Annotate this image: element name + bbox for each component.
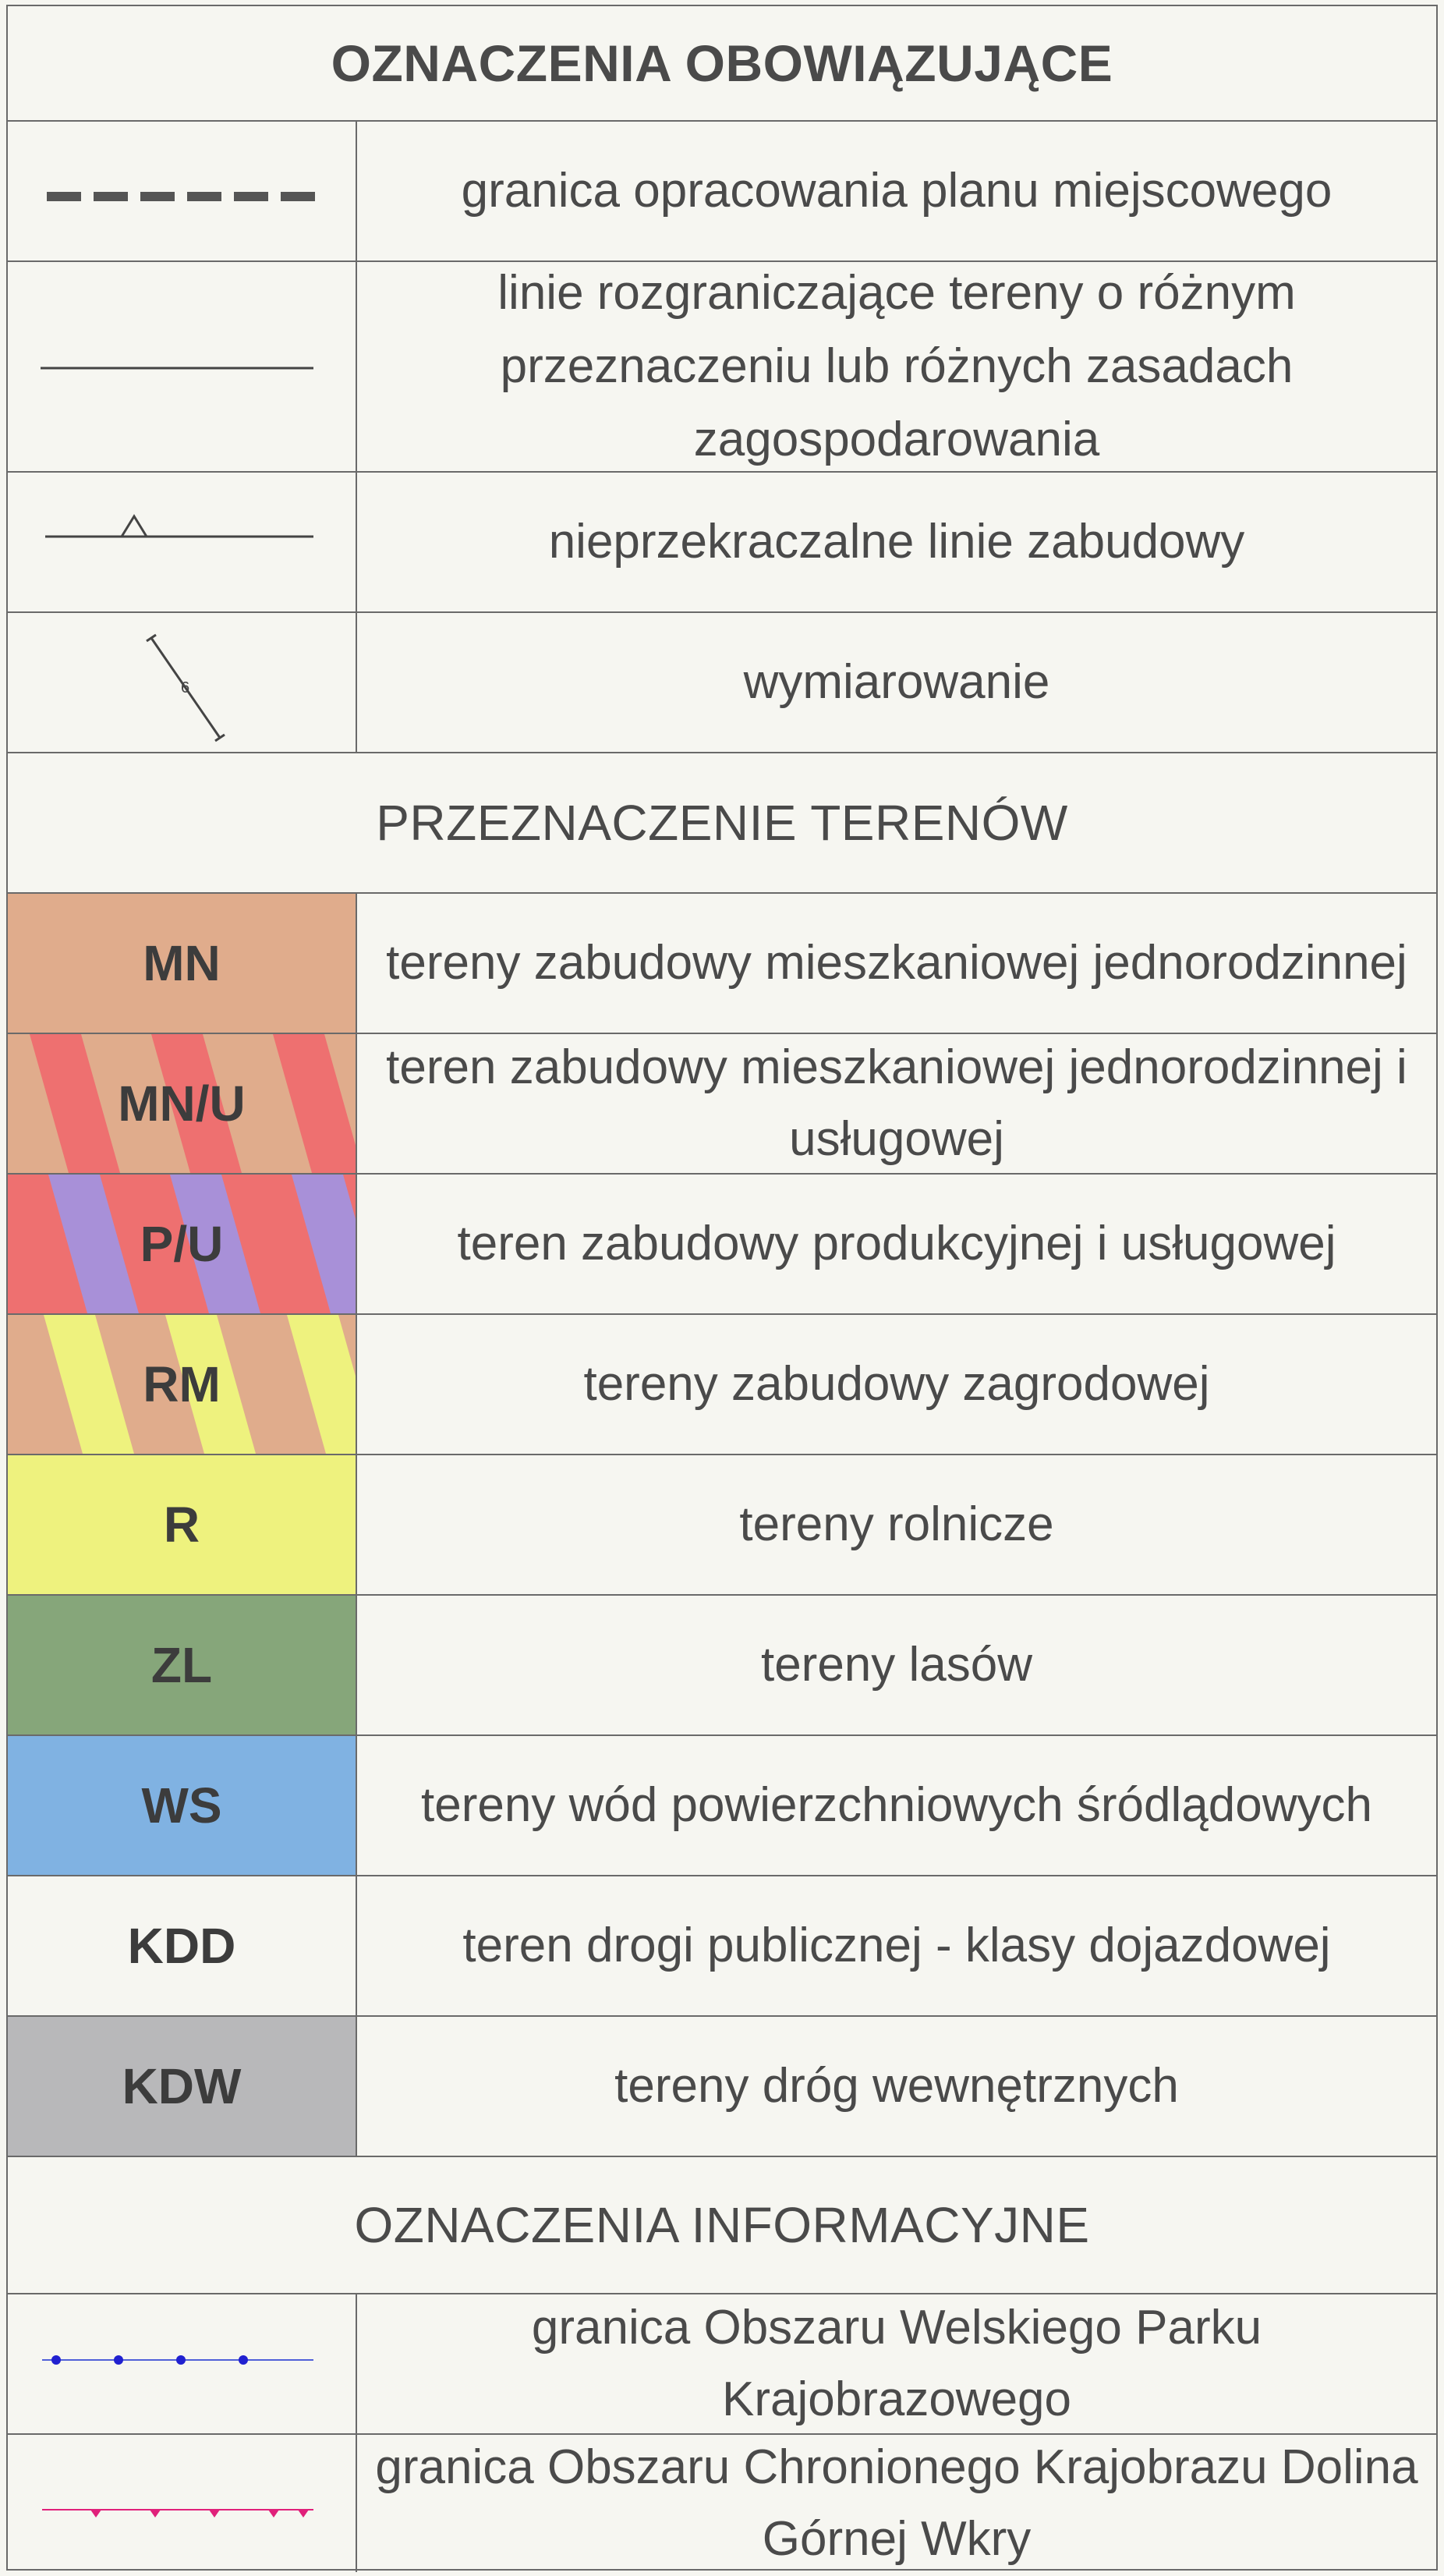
dimension-value: 6	[181, 679, 190, 696]
zone-code: P/U	[140, 1216, 224, 1272]
zone-code: KDW	[122, 2058, 242, 2114]
legend-row-zone	[8, 1876, 1436, 2017]
legend-row-zone	[8, 1455, 1436, 1596]
blue-dotted-line-icon	[8, 2294, 356, 2433]
legend-row-dividing-lines	[8, 262, 1436, 473]
legend-label: teren drogi publicznej - klasy dojazdowej	[462, 1919, 1331, 1972]
legend-row-park-boundary	[8, 2294, 1436, 2435]
legend-row-zone	[8, 1315, 1436, 1455]
symbol-cell	[8, 2435, 357, 2572]
zone-swatch	[8, 1596, 357, 1734]
symbol-cell	[8, 262, 357, 471]
building-line-triangle-icon	[8, 473, 356, 611]
legend-label: teren zabudowy produkcyjnej i usługowej	[457, 1217, 1336, 1270]
legend-row-zone	[8, 1736, 1436, 1876]
legend-label: tereny zabudowy mieszkaniowej jednorodzinnej	[386, 936, 1407, 990]
legend-row-zone	[8, 1596, 1436, 1736]
zone-code: RM	[143, 1356, 221, 1412]
legend-label: tereny wód powierzchniowych śródlądowych	[421, 1778, 1372, 1832]
zone-code: ZL	[150, 1637, 213, 1693]
legend-row-building-lines	[8, 473, 1436, 613]
zone-swatch-striped	[8, 1315, 357, 1454]
zone-code: KDD	[127, 1918, 236, 1974]
zone-swatch	[8, 1876, 357, 2015]
legend-label: linie rozgraniczające tereny o różnym przeznaczeniu lub różnych zasadach zagospodarowania	[497, 266, 1296, 466]
legend-row-zone	[8, 1034, 1436, 1175]
thin-line-icon	[8, 262, 356, 471]
section-title: OZNACZENIA OBOWIĄZUJĄCE	[331, 34, 1113, 92]
legend-label: wymiarowanie	[743, 655, 1050, 709]
zone-swatch	[8, 894, 357, 1033]
zone-swatch	[8, 2017, 357, 2156]
legend-row-zone	[8, 894, 1436, 1034]
legend-label: tereny zabudowy zagrodowej	[583, 1357, 1210, 1411]
zone-code: MN/U	[118, 1075, 246, 1132]
legend-label: tereny lasów	[760, 1638, 1033, 1692]
zone-code: MN	[143, 935, 221, 991]
symbol-cell	[8, 122, 357, 260]
zone-swatch-striped	[8, 1175, 357, 1313]
symbol-cell	[8, 613, 357, 752]
legend-table	[6, 5, 1438, 2571]
dashed-line-icon	[8, 122, 356, 260]
legend-label: teren zabudowy mieszkaniowej jednorodzinnej i usługowej	[386, 1040, 1407, 1166]
legend-label: tereny rolnicze	[739, 1497, 1054, 1551]
symbol-cell	[8, 2294, 357, 2433]
legend-row-zone	[8, 2017, 1436, 2157]
section-header-obowiazujace	[8, 6, 1436, 122]
symbol-cell	[8, 473, 357, 611]
section-title: OZNACZENIA INFORMACYJNE	[354, 2197, 1090, 2253]
legend-label: nieprzekraczalne linie zabudowy	[548, 515, 1245, 569]
zone-swatch-striped	[8, 1034, 357, 1173]
legend-label: granica Obszaru Chronionego Krajobrazu Dolina Górnej Wkry	[375, 2440, 1418, 2566]
section-header-informacyjne	[8, 2157, 1436, 2294]
legend-label: tereny dróg wewnętrznych	[614, 2059, 1179, 2113]
legend-label: granica opracowania planu miejscowego	[461, 164, 1333, 218]
legend-row-plan-boundary	[8, 122, 1436, 262]
zone-swatch	[8, 1455, 357, 1594]
zone-code: R	[163, 1497, 200, 1553]
legend-label: granica Obszaru Welskiego Parku Krajobrazowego	[531, 2301, 1262, 2426]
section-title: PRZEZNACZENIE TERENÓW	[376, 795, 1068, 851]
legend-row-zone	[8, 1175, 1436, 1315]
section-header-przeznaczenie	[8, 753, 1436, 894]
legend-row-dimensioning	[8, 613, 1436, 753]
zone-code: WS	[141, 1777, 222, 1834]
zone-swatch	[8, 1736, 357, 1875]
pink-triangle-line-icon	[8, 2435, 356, 2572]
dimension-line-icon	[8, 613, 356, 752]
legend-row-protected-landscape	[8, 2435, 1436, 2572]
